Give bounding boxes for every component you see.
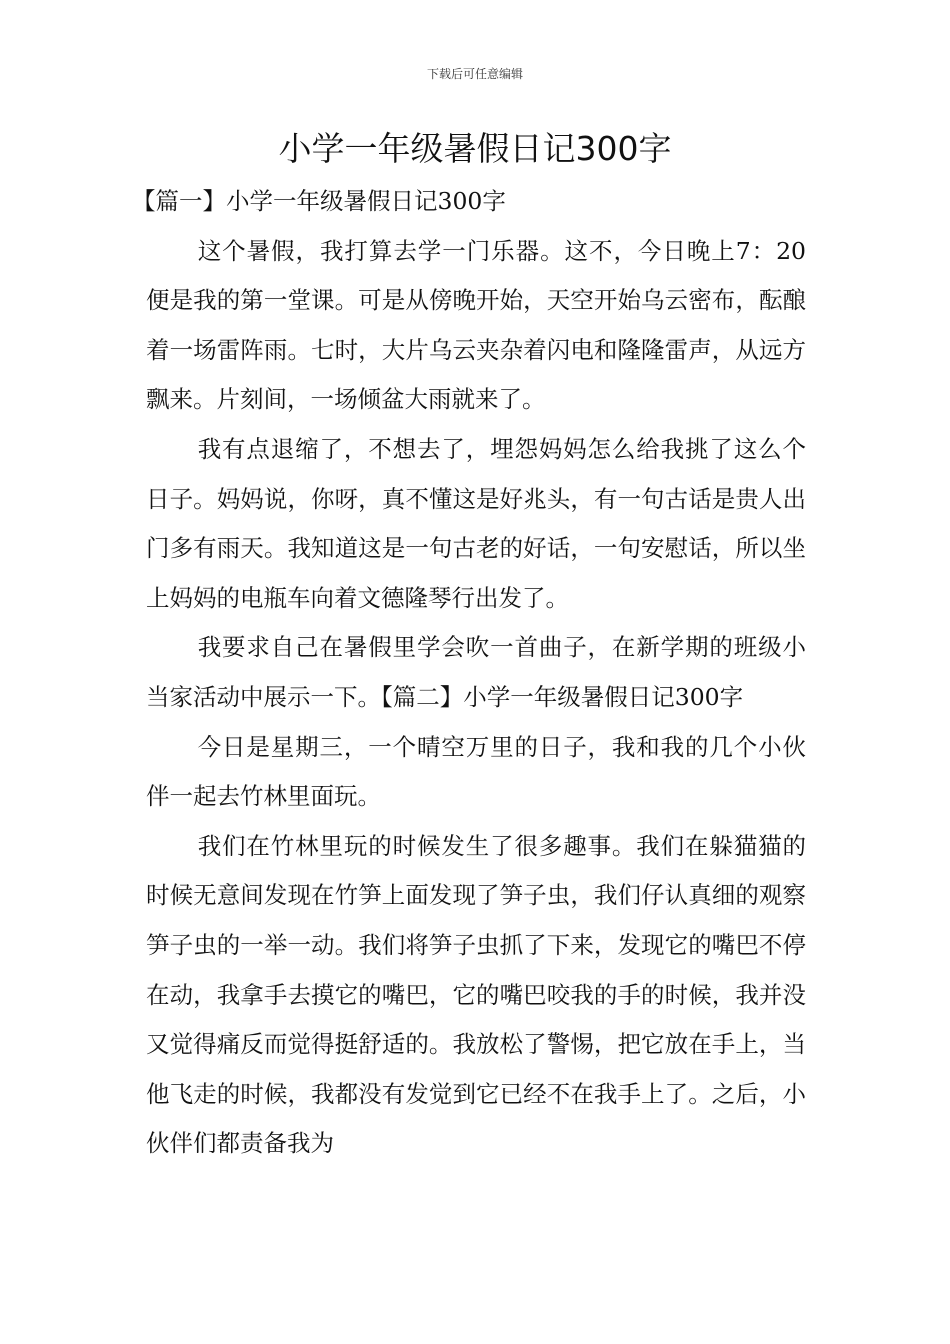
section-heading: 【篇一】小学一年级暑假日记300字 [132,187,506,215]
page-title: 小学一年级暑假日记300字 [278,129,672,168]
paragraph: 我有点退缩了，不想去了，埋怨妈妈怎么给我挑了这么个日子。妈妈说，你呀，真不懂这是好兆头，有一句古话是贵人出门多有雨天。我知道这是一句古老的好话，一句安慰话，所以坐上妈妈的电瓶车向着文德隆琴行出发了。 [146,434,806,612]
paragraph: 今日是星期三，一个晴空万里的日子，我和我的几个小伙伴一起去竹林里面玩。 [146,732,806,811]
paragraph: 我要求自己在暑假里学会吹一首曲子，在新学期的班级小当家活动中展示一下。【篇二】小学一年级暑假日记300字 [146,633,806,711]
document-body [132,177,806,1169]
paragraph: 这个暑假，我打算去学一门乐器。这不，今日晚上7：20便是我的第一堂课。可是从傍晚开始，天空开始乌云密布，酝酿着一场雷阵雨。七时，大片乌云夹杂着闪电和隆隆雷声，从远方飘来。片刻间，一场倾盆大雨就来了。 [146,236,806,414]
paragraph: 我们在竹林里玩的时候发生了很多趣事。我们在躲猫猫的时候无意间发现在竹笋上面发现了笋子虫，我们仔认真细的观察笋子虫的一举一动。我们将笋子虫抓了下来，发现它的嘴巴不停在动，我拿手去摸它的嘴巴，它的嘴巴咬我的手的时候，我并没又觉得痛反而觉得挺舒适的。我放松了警惕，把它放在手上，当他飞走的时候，我都没有发觉到它已经不在我手上了。之后，小伙伴们都责备我为 [146,831,806,1158]
header-note: 下载后可任意编辑 [426,67,523,81]
